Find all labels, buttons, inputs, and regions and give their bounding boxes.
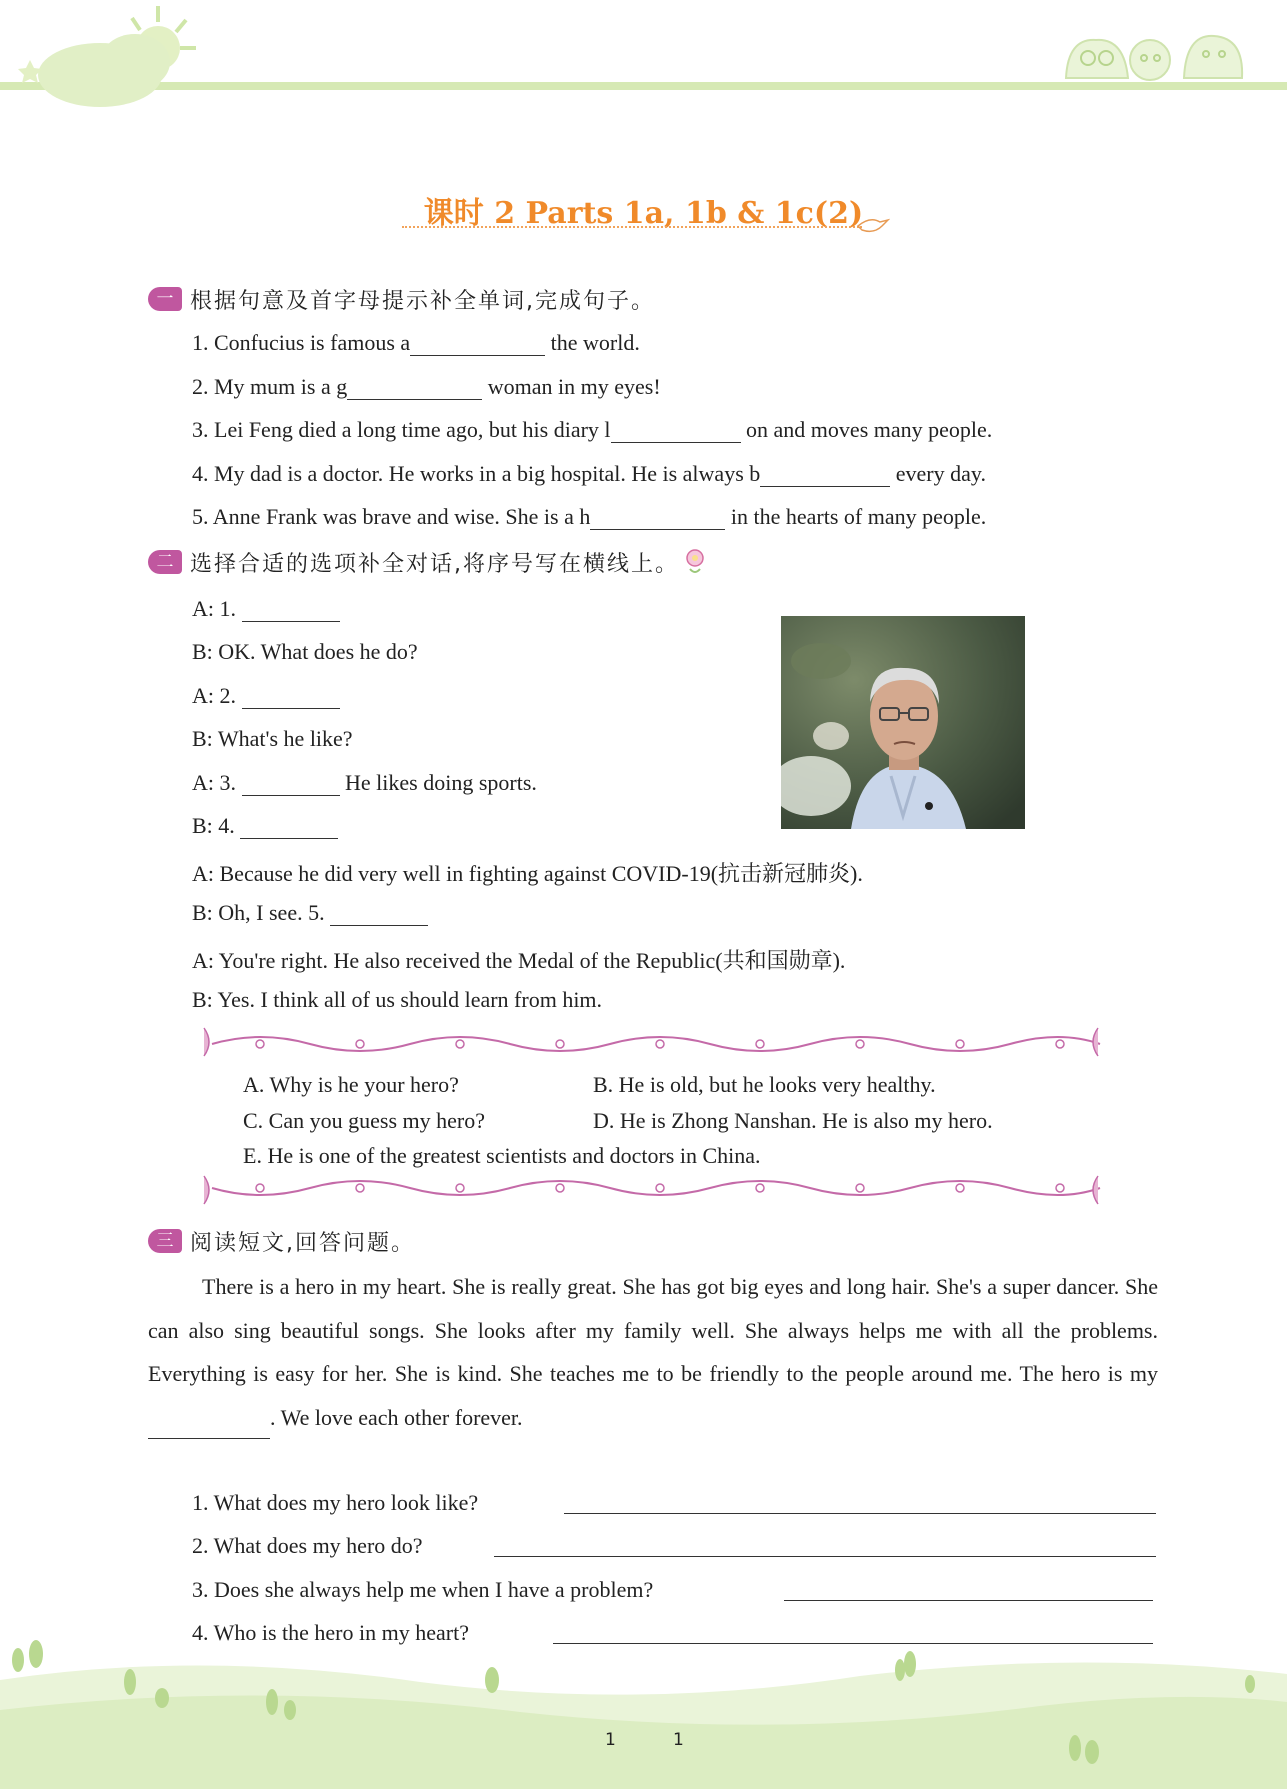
location-pin-icon	[683, 547, 707, 577]
dialogue-line-7: A: Because he did very well in fighting against COVID-19(抗击新冠肺炎).	[192, 861, 863, 886]
cartoon-animals-decoration	[1058, 18, 1248, 86]
section-two-heading	[148, 548, 707, 576]
section-heading-text: 根据句意及首字母提示补全单词,完成句子。	[190, 288, 655, 314]
answer-blank[interactable]	[242, 686, 340, 709]
answer-blank[interactable]	[148, 1418, 270, 1439]
question-1: 1. What does my hero look like?	[192, 1490, 479, 1515]
item-text: woman in my eyes!	[482, 374, 661, 399]
dialogue-text: A: 2.	[192, 683, 242, 708]
item-text: 1. Confucius is famous a	[192, 330, 411, 355]
answer-blank[interactable]	[330, 903, 428, 926]
answer-blank[interactable]	[410, 333, 545, 356]
dialogue-line-3	[192, 683, 340, 709]
item-text: every day.	[890, 461, 986, 486]
item-text: the world.	[545, 330, 640, 355]
dialogue-line-2: B: OK. What does he do?	[192, 639, 418, 664]
section-three-heading	[148, 1227, 415, 1255]
option-c: C. Can you guess my hero?	[243, 1108, 485, 1133]
answer-blank[interactable]	[590, 507, 725, 530]
section-heading-text: 阅读短文,回答问题。	[190, 1230, 415, 1256]
section-badge: 一	[148, 287, 182, 311]
dialogue-line-8	[192, 900, 428, 926]
item-text: in the hearts of many people.	[725, 504, 987, 529]
section-heading-text: 选择合适的选项补全对话,将序号写在横线上。	[190, 551, 679, 577]
cloud-sun-decoration	[0, 0, 210, 115]
option-b: B. He is old, but he looks very healthy.	[593, 1072, 936, 1097]
dialogue-line-6	[192, 813, 338, 839]
portrait-photo	[781, 616, 1025, 829]
option-d: D. He is Zhong Nanshan. He is also my hero.	[593, 1108, 993, 1133]
section-badge: 三	[148, 1229, 182, 1253]
section-badge: 二	[148, 550, 182, 574]
page-number-right: 1	[673, 1730, 684, 1750]
dialogue-text: B: Oh, I see. 5.	[192, 900, 331, 925]
lesson-title: 课时 2 Parts 1a, 1b & 1c(2)	[423, 196, 864, 231]
dialogue-text: B: 4.	[192, 813, 241, 838]
answer-blank[interactable]	[611, 420, 741, 443]
item-text: 4. My dad is a doctor. He works in a big hospital. He is always b	[192, 461, 761, 486]
options-border-top	[200, 1022, 1105, 1060]
answer-blank[interactable]	[240, 816, 338, 839]
answer-blank[interactable]	[760, 464, 890, 487]
question-3: 3. Does she always help me when I have a problem?	[192, 1577, 654, 1602]
reading-passage	[148, 1265, 1158, 1439]
passage-text: There is a hero in my heart. She is really great. She has got big eyes and long hair. She's a super dancer. She can also sing beautiful songs. She looks after my family well. She always helps me with all the problems. Everything is easy for her. She is kind. She teaches me to be friendly to the people around me. The hero is my	[148, 1274, 1158, 1386]
answer-blank[interactable]	[347, 377, 482, 400]
dialogue-text: A: 3.	[192, 770, 242, 795]
answer-blank[interactable]	[242, 773, 340, 796]
title-underline	[402, 226, 862, 228]
dialogue-line-9: A: You're right. He also received the Medal of the Republic(共和国勋章).	[192, 948, 846, 973]
fill-item-2	[192, 374, 661, 400]
item-text: 3. Lei Feng died a long time ago, but his diary l	[192, 417, 611, 442]
dialogue-text: He likes doing sports.	[339, 770, 537, 795]
dialogue-line-5	[192, 770, 537, 796]
fill-item-5	[192, 504, 986, 530]
answer-blank[interactable]	[242, 599, 340, 622]
answer-line[interactable]	[784, 1599, 1153, 1601]
item-text: 2. My mum is a g	[192, 374, 348, 399]
options-border-bottom	[200, 1172, 1105, 1210]
dialogue-line-4: B: What's he like?	[192, 726, 353, 751]
fill-item-1	[192, 330, 640, 356]
item-text: on and moves many people.	[740, 417, 993, 442]
landscape-footer-decoration	[0, 1640, 1287, 1789]
bird-icon	[856, 214, 890, 236]
dialogue-text: A: 1.	[192, 596, 242, 621]
question-2: 2. What does my hero do?	[192, 1533, 423, 1558]
fill-item-3	[192, 417, 992, 443]
option-e: E. He is one of the greatest scientists and doctors in China.	[243, 1143, 761, 1168]
passage-text: . We love each other forever.	[270, 1404, 523, 1430]
answer-line[interactable]	[564, 1512, 1156, 1514]
fill-item-4	[192, 461, 986, 487]
dialogue-line-10: B: Yes. I think all of us should learn from him.	[192, 987, 603, 1012]
page-number-left: 1	[605, 1730, 616, 1750]
dialogue-line-1	[192, 596, 340, 622]
section-one-heading	[148, 285, 655, 313]
answer-line[interactable]	[494, 1555, 1156, 1557]
option-a: A. Why is he your hero?	[243, 1072, 459, 1097]
item-text: 5. Anne Frank was brave and wise. She is a h	[192, 504, 591, 529]
question-4: 4. Who is the hero in my heart?	[192, 1620, 469, 1645]
